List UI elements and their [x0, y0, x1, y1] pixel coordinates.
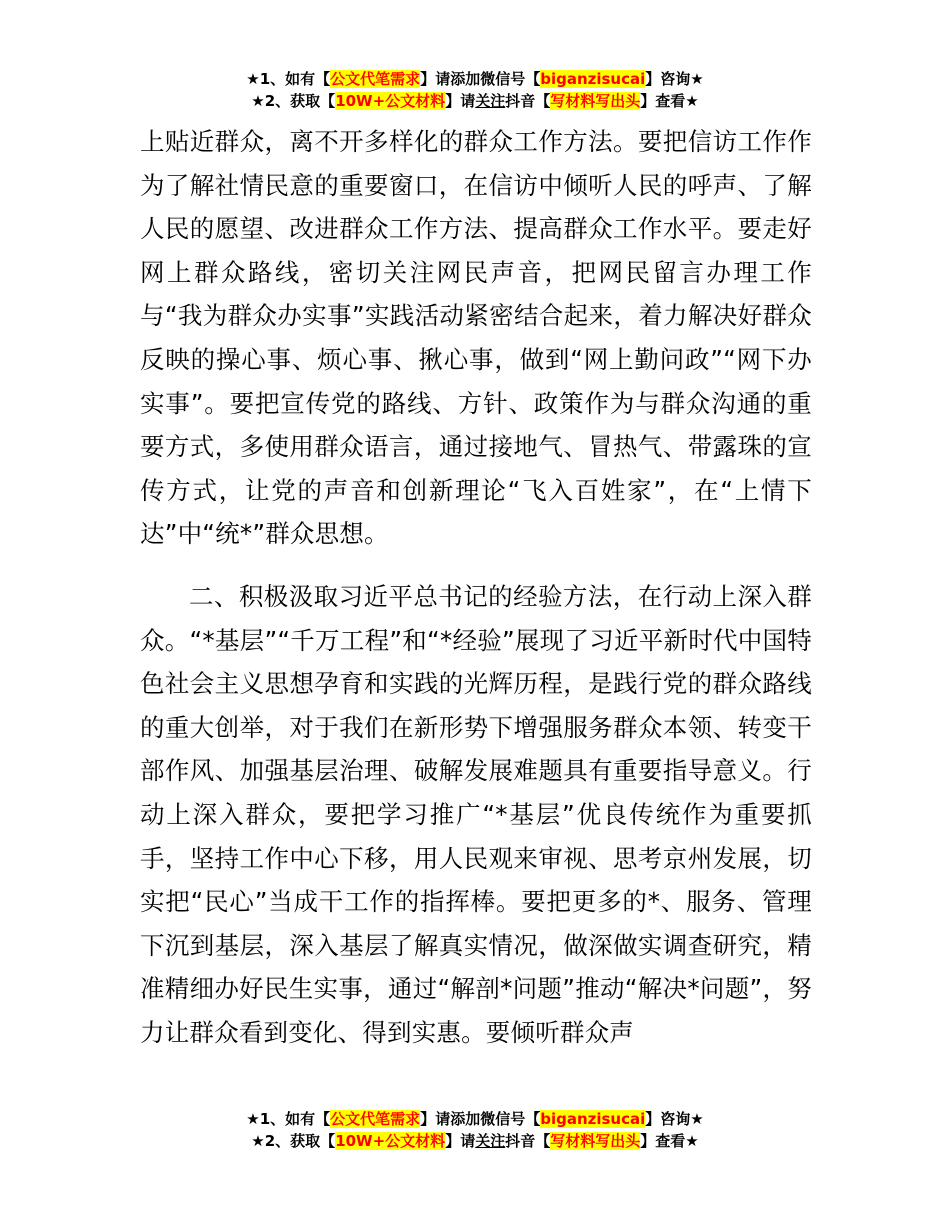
underlined-text: 关注: [475, 92, 506, 110]
banner-line-2: [0, 1130, 950, 1152]
banner-text: ★2、获取【: [251, 92, 336, 110]
highlight-text: 10W+公文材料: [335, 1132, 446, 1150]
body-paragraph-1: 上贴近群众，离不开多样化的群众工作方法。要把信访工作作为了解社情民意的重要窗口，在信访中倾听人民的呼声、了解人民的愿望、改进群众工作方法、提高群众工作水平。要走好网上群众路线，密切关注网民声音，把网民留言办理工作与“我为群众办实事”实践活动紧密结合起来，着力解决好群众反映的操心事、烦心事、揪心事，做到“网上勤问政”“网下办实事”。要把宣传党的路线、方针、政策作为与群众沟通的重要方式，多使用群众语言，通过接地气、冒热气、带露珠的宣传方式，让党的声音和创新理论“飞入百姓家”，在“上情下达”中“统*”群众思想。: [140, 127, 812, 549]
highlight-text: 10W+公文材料: [335, 92, 446, 110]
header-banner: [0, 68, 950, 112]
banner-text: 】咨询★: [645, 70, 704, 88]
banner-text: 】查看★: [640, 1132, 699, 1150]
banner-text: ★1、如有【: [246, 1110, 331, 1128]
document-body: [140, 120, 812, 1054]
banner-text: 】请: [445, 92, 476, 110]
banner-text: 】请添加微信号【: [420, 1110, 541, 1128]
banner-text: 】请添加微信号【: [420, 70, 541, 88]
banner-text: 抖音【: [505, 1132, 551, 1150]
douyin-id-highlight: 写材料写出头: [550, 92, 641, 110]
banner-text: 】查看★: [640, 92, 699, 110]
banner-line-2: [0, 90, 950, 112]
banner-text: ★2、获取【: [251, 1132, 336, 1150]
highlight-text: 公文代笔需求: [330, 1110, 421, 1128]
wechat-id-highlight: biganzisucai: [540, 70, 646, 88]
wechat-id-highlight: biganzisucai: [540, 1110, 646, 1128]
underlined-text: 关注: [475, 1132, 506, 1150]
footer-banner: [0, 1108, 950, 1152]
banner-line-1: [0, 1108, 950, 1130]
douyin-id-highlight: 写材料写出头: [550, 1132, 641, 1150]
body-paragraph-2: 二、积极汲取习近平总书记的经验方法，在行动上深入群众。“*基层”“千万工程”和“*经验”展现了习近平新时代中国特色社会主义思想孕育和实践的光辉历程，是践行党的群众路线的重大创举，对于我们在新形势下增强服务群众本领、转变干部作风、加强基层治理、破解发展难题具有重要指导意义。行动上深入群众，要把学习推广“*基层”优良传统作为重要抓手，坚持工作中心下移，用人民观来审视、思考京州发展，切实把“民心”当成干工作的指挥棒。要把更多的*、服务、管理下沉到基层，深入基层了解真实情况，做深做实调查研究，精准精细办好民生实事，通过“解剖*问题”推动“解决*问题”，努力让群众看到变化、得到实惠。要倾听群众声: [140, 581, 812, 1047]
banner-text: 】请: [445, 1132, 476, 1150]
banner-line-1: [0, 68, 950, 90]
banner-text: 】咨询★: [645, 1110, 704, 1128]
highlight-text: 公文代笔需求: [330, 70, 421, 88]
banner-text: 抖音【: [505, 92, 551, 110]
banner-text: ★1、如有【: [246, 70, 331, 88]
